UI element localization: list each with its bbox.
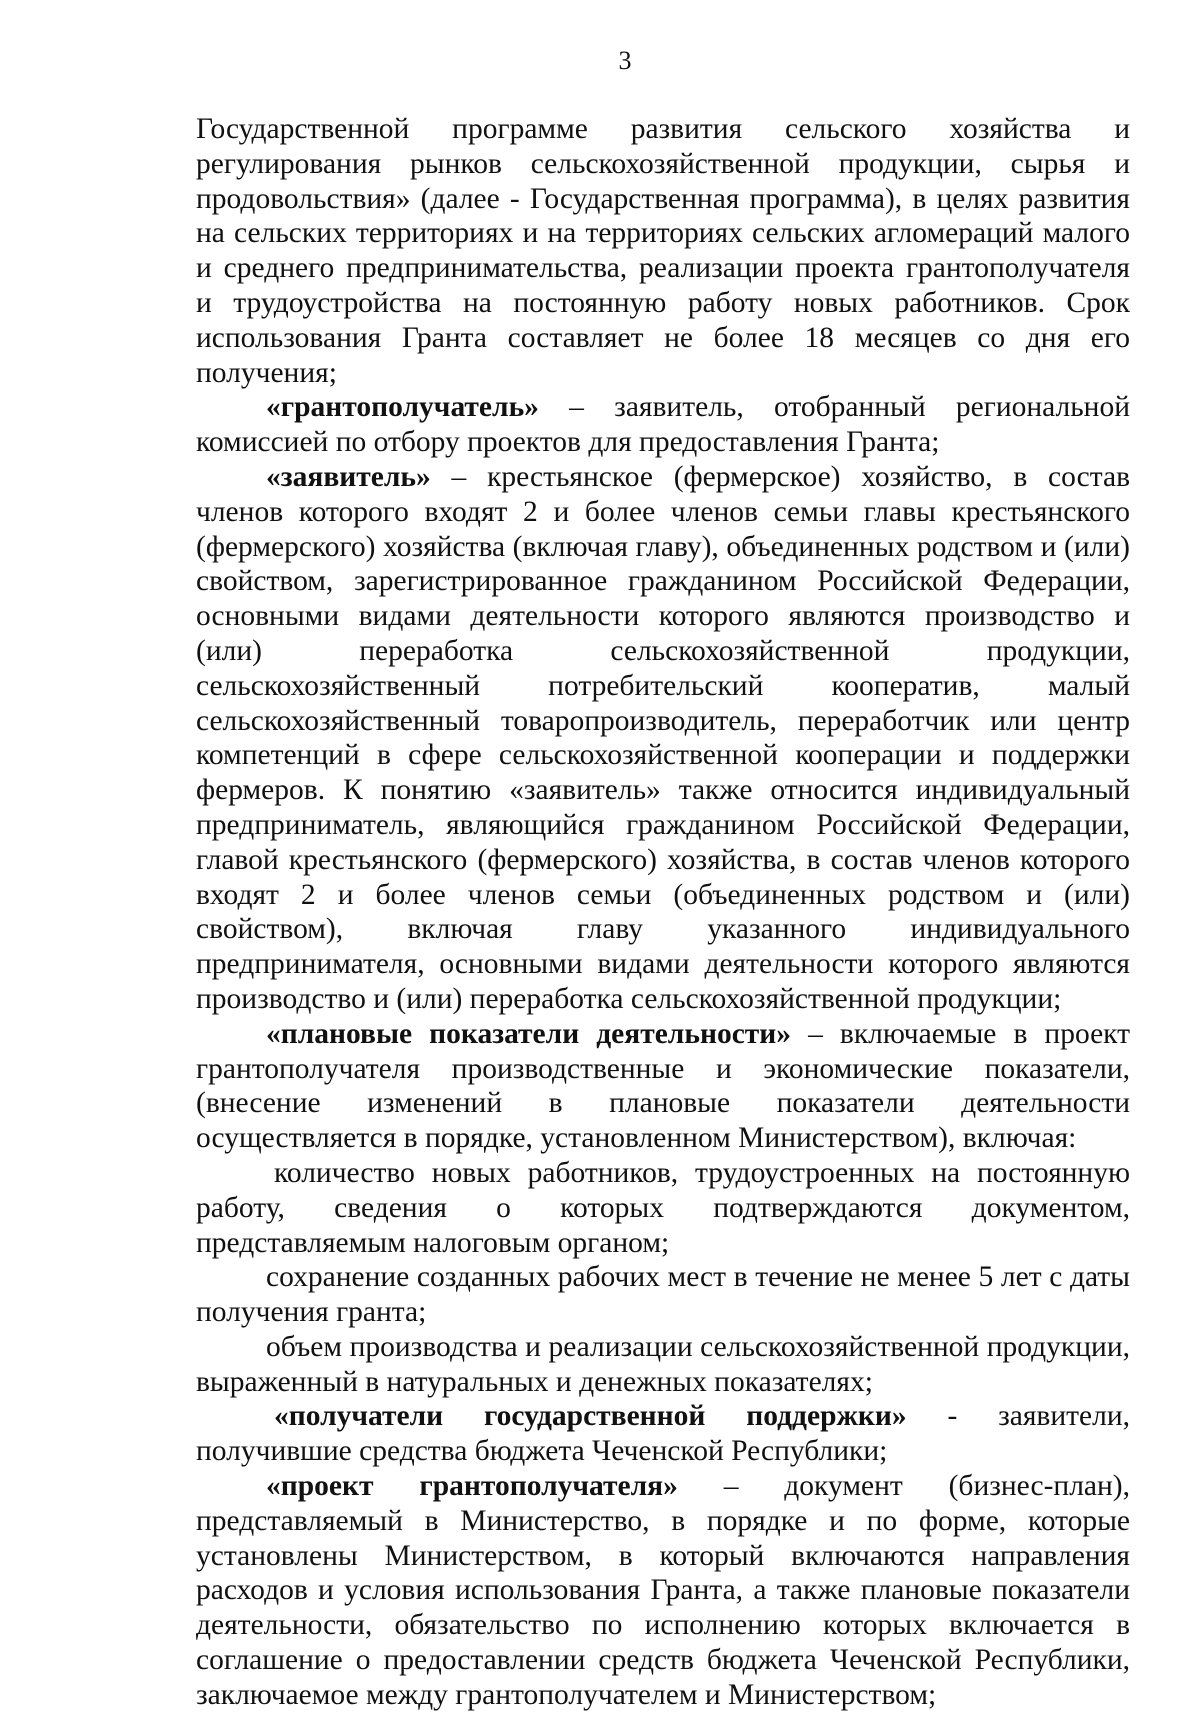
page-number: 3 xyxy=(618,46,632,75)
paragraph-text: количество новых работников, трудоустроенных на постоянную работу, сведения о которых подтверждаются документом, представляемым налоговым органом; xyxy=(196,1156,1130,1259)
list-paragraph xyxy=(196,1330,1130,1400)
term-separator: – xyxy=(430,460,488,493)
defined-term: «проект грантополучателя» xyxy=(266,1470,678,1503)
document-body xyxy=(196,112,1130,1713)
defined-term: «плановые показатели деятельности» xyxy=(266,1017,792,1050)
defined-term: «грантополучатель» xyxy=(266,391,539,424)
definition-text: включаемые в проект грантополучателя производственные и экономические показатели, (внесение изменений в плановые показатели деятельности осуществляется в порядке, установленном Министерством), включая: xyxy=(196,1017,1130,1155)
paragraph-text: сохранение созданных рабочих мест в течение не менее 5 лет с даты получения гранта; xyxy=(196,1261,1130,1329)
defined-term: «получатели государственной поддержки» xyxy=(274,1400,907,1433)
paragraph-text: объем производства и реализации сельскохозяйственной продукции, выраженный в натуральных и денежных показателях; xyxy=(196,1330,1130,1398)
list-paragraph xyxy=(196,1260,1130,1330)
definition-text: документ (бизнес-план), представляемый в Министерство, в порядке и по форме, которые установлены Министерством, в который включаются направления расходов и условия использования Гранта, а также плановые показатели деятельности, обязательство по исполнению которых включается в соглашение о предоставлении средств бюджета Чеченской Республики, заключаемое между грантополучателем и Министерством; xyxy=(196,1470,1131,1711)
definition-paragraph xyxy=(196,390,1130,460)
term-separator: – xyxy=(677,1470,785,1503)
defined-term: «заявитель» xyxy=(266,460,431,493)
paragraph xyxy=(196,112,1130,390)
term-separator: – xyxy=(791,1017,840,1050)
paragraph-text: Государственной программе развития сельского хозяйства и регулирования рынков сельскохозяйственной продукции, сырья и продовольствия» (далее - Государственная программа), в целях развития на сельских территориях и на территориях сельских агломераций малого и среднего предпринимательства, реализации проекта грантополучателя и трудоустройства на постоянную работу новых работников. Срок использования Гранта составляет не более 18 месяцев со дня его получения; xyxy=(196,113,1130,389)
term-separator: – xyxy=(538,391,615,424)
definition-paragraph xyxy=(196,460,1130,1017)
list-paragraph xyxy=(196,1156,1130,1260)
definition-paragraph xyxy=(196,1399,1130,1469)
definition-paragraph xyxy=(196,1017,1130,1156)
definition-text: заявители, получившие средства бюджета Чеченской Республики; xyxy=(196,1400,1130,1468)
term-separator: - xyxy=(906,1400,999,1433)
definition-text: заявитель, отобранный региональной комиссией по отбору проектов для предоставления Гранта; xyxy=(196,391,1130,459)
definition-text: крестьянское (фермерское) хозяйство, в состав членов которого входят 2 и более членов семьи главы крестьянского (фермерского) хозяйства (включая главу), объединенных родством и (или) свойством, зарегистрированное гражданином Российской Федерации, основными видами деятельности которого являются производство и (или) переработка сельскохозяйственной продукции, сельскохозяйственный потребительский кооператив, малый сельскохозяйственный товаропроизводитель, переработчик или центр компетенций в сфере сельскохозяйственной кооперации и поддержки фермеров. К понятию «заявитель» также относится индивидуальный предприниматель, являющийся гражданином Российской Федерации, главой крестьянского (фермерского) хозяйства, в состав членов которого входят 2 и более членов семьи (объединенных родством и (или) свойством), включая главу указанного индивидуального предпринимателя, основными видами деятельности которого являются производство и (или) переработка сельскохозяйственной продукции; xyxy=(196,460,1130,1015)
definition-paragraph xyxy=(196,1469,1130,1713)
